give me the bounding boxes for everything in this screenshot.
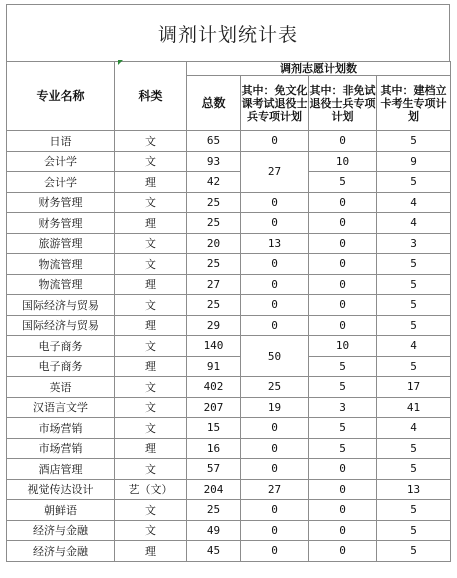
cell-total: 16 bbox=[187, 438, 241, 459]
cell-poverty: 5 bbox=[377, 131, 451, 152]
cell-nonexempt: 10 bbox=[309, 151, 377, 172]
cell-nonexempt: 5 bbox=[309, 438, 377, 459]
table-row bbox=[7, 151, 451, 172]
table-header bbox=[7, 62, 451, 131]
cell-exempt: 0 bbox=[241, 459, 309, 480]
cell-poverty: 5 bbox=[377, 500, 451, 521]
table-row bbox=[7, 315, 451, 336]
cell-major: 国际经济与贸易 bbox=[7, 315, 115, 336]
cell-category: 艺（文） bbox=[115, 479, 187, 500]
table-row bbox=[7, 520, 451, 541]
cell-exempt: 25 bbox=[241, 377, 309, 398]
table-row bbox=[7, 541, 451, 562]
cell-poverty: 5 bbox=[377, 438, 451, 459]
cell-nonexempt: 10 bbox=[309, 336, 377, 357]
cell-nonexempt: 0 bbox=[309, 192, 377, 213]
cell-major: 朝鲜语 bbox=[7, 500, 115, 521]
plan-table bbox=[6, 61, 451, 562]
table-row bbox=[7, 500, 451, 521]
cell-total: 25 bbox=[187, 192, 241, 213]
cell-total: 57 bbox=[187, 459, 241, 480]
cell-poverty: 4 bbox=[377, 418, 451, 439]
cell-exempt: 0 bbox=[241, 131, 309, 152]
cell-major: 旅游管理 bbox=[7, 233, 115, 254]
cell-poverty: 4 bbox=[377, 336, 451, 357]
cell-exempt: 27 bbox=[241, 479, 309, 500]
cell-poverty: 5 bbox=[377, 295, 451, 316]
cell-exempt-merged: 27 bbox=[241, 151, 309, 192]
table-row bbox=[7, 356, 451, 377]
header-plan-group: 调剂志愿计划数 bbox=[187, 62, 451, 76]
cell-major: 汉语言文学 bbox=[7, 397, 115, 418]
table-row bbox=[7, 459, 451, 480]
cell-category: 理 bbox=[115, 541, 187, 562]
cell-category: 理 bbox=[115, 274, 187, 295]
cell-category: 理 bbox=[115, 438, 187, 459]
cell-category: 文 bbox=[115, 336, 187, 357]
cell-total: 25 bbox=[187, 500, 241, 521]
cell-poverty: 41 bbox=[377, 397, 451, 418]
cell-nonexempt: 0 bbox=[309, 274, 377, 295]
cell-major: 经济与金融 bbox=[7, 541, 115, 562]
cell-total: 91 bbox=[187, 356, 241, 377]
cell-total: 65 bbox=[187, 131, 241, 152]
cell-major: 市场营销 bbox=[7, 418, 115, 439]
cell-category: 文 bbox=[115, 500, 187, 521]
cell-category: 文 bbox=[115, 377, 187, 398]
cell-category: 文 bbox=[115, 418, 187, 439]
header-poverty: 其中：建档立卡考生专项计划 bbox=[377, 76, 451, 131]
table-row bbox=[7, 192, 451, 213]
cell-major: 经济与金融 bbox=[7, 520, 115, 541]
cell-total: 15 bbox=[187, 418, 241, 439]
cell-total: 207 bbox=[187, 397, 241, 418]
cell-total: 204 bbox=[187, 479, 241, 500]
cell-total: 402 bbox=[187, 377, 241, 398]
cell-category: 文 bbox=[115, 254, 187, 275]
cell-major: 电子商务 bbox=[7, 356, 115, 377]
cell-poverty: 17 bbox=[377, 377, 451, 398]
cell-total: 27 bbox=[187, 274, 241, 295]
cell-poverty: 5 bbox=[377, 274, 451, 295]
cell-major: 物流管理 bbox=[7, 254, 115, 275]
cell-nonexempt: 0 bbox=[309, 295, 377, 316]
cell-poverty: 5 bbox=[377, 315, 451, 336]
cell-exempt: 0 bbox=[241, 418, 309, 439]
cell-poverty: 4 bbox=[377, 192, 451, 213]
cell-total: 25 bbox=[187, 254, 241, 275]
cell-major: 英语 bbox=[7, 377, 115, 398]
table-body bbox=[7, 131, 451, 562]
table-row bbox=[7, 131, 451, 152]
cell-category: 理 bbox=[115, 213, 187, 234]
cell-exempt-merged: 50 bbox=[241, 336, 309, 377]
cell-nonexempt: 3 bbox=[309, 397, 377, 418]
cell-category: 文 bbox=[115, 151, 187, 172]
cell-category: 理 bbox=[115, 315, 187, 336]
cell-nonexempt: 5 bbox=[309, 172, 377, 193]
cell-poverty: 5 bbox=[377, 172, 451, 193]
cell-major: 物流管理 bbox=[7, 274, 115, 295]
cell-poverty: 13 bbox=[377, 479, 451, 500]
cell-exempt: 0 bbox=[241, 213, 309, 234]
cell-major: 酒店管理 bbox=[7, 459, 115, 480]
cell-exempt: 0 bbox=[241, 500, 309, 521]
cell-total: 49 bbox=[187, 520, 241, 541]
cell-exempt: 0 bbox=[241, 520, 309, 541]
cell-nonexempt: 0 bbox=[309, 459, 377, 480]
cell-comment-marker bbox=[118, 60, 123, 65]
cell-nonexempt: 5 bbox=[309, 356, 377, 377]
cell-category: 文 bbox=[115, 397, 187, 418]
cell-nonexempt: 0 bbox=[309, 213, 377, 234]
table-row bbox=[7, 397, 451, 418]
cell-major: 会计学 bbox=[7, 172, 115, 193]
header-major: 专业名称 bbox=[7, 62, 115, 131]
cell-exempt: 0 bbox=[241, 438, 309, 459]
cell-poverty: 5 bbox=[377, 459, 451, 480]
cell-poverty: 5 bbox=[377, 541, 451, 562]
header-total: 总数 bbox=[187, 76, 241, 131]
cell-category: 文 bbox=[115, 295, 187, 316]
cell-major: 市场营销 bbox=[7, 438, 115, 459]
cell-category: 理 bbox=[115, 356, 187, 377]
cell-category: 文 bbox=[115, 459, 187, 480]
table-row bbox=[7, 274, 451, 295]
cell-major: 财务管理 bbox=[7, 192, 115, 213]
cell-exempt: 0 bbox=[241, 541, 309, 562]
table-row bbox=[7, 295, 451, 316]
cell-nonexempt: 0 bbox=[309, 254, 377, 275]
table-row bbox=[7, 336, 451, 357]
cell-poverty: 5 bbox=[377, 254, 451, 275]
table-row bbox=[7, 377, 451, 398]
cell-exempt: 0 bbox=[241, 295, 309, 316]
table-row bbox=[7, 438, 451, 459]
cell-category: 文 bbox=[115, 520, 187, 541]
cell-major: 视觉传达设计 bbox=[7, 479, 115, 500]
cell-poverty: 5 bbox=[377, 356, 451, 377]
cell-poverty: 5 bbox=[377, 520, 451, 541]
cell-poverty: 4 bbox=[377, 213, 451, 234]
table-row bbox=[7, 233, 451, 254]
cell-nonexempt: 0 bbox=[309, 131, 377, 152]
cell-nonexempt: 0 bbox=[309, 315, 377, 336]
cell-nonexempt: 0 bbox=[309, 541, 377, 562]
statistics-sheet bbox=[6, 4, 450, 562]
cell-total: 29 bbox=[187, 315, 241, 336]
cell-total: 25 bbox=[187, 213, 241, 234]
cell-total: 20 bbox=[187, 233, 241, 254]
cell-nonexempt: 5 bbox=[309, 418, 377, 439]
cell-major: 会计学 bbox=[7, 151, 115, 172]
cell-nonexempt: 0 bbox=[309, 500, 377, 521]
table-row bbox=[7, 254, 451, 275]
cell-total: 93 bbox=[187, 151, 241, 172]
cell-nonexempt: 0 bbox=[309, 479, 377, 500]
cell-major: 日语 bbox=[7, 131, 115, 152]
table-row bbox=[7, 213, 451, 234]
cell-poverty: 3 bbox=[377, 233, 451, 254]
sheet-title: 调剂计划统计表 bbox=[6, 4, 450, 61]
cell-total: 25 bbox=[187, 295, 241, 316]
table-row bbox=[7, 172, 451, 193]
cell-major: 财务管理 bbox=[7, 213, 115, 234]
cell-category: 理 bbox=[115, 172, 187, 193]
cell-total: 45 bbox=[187, 541, 241, 562]
header-category: 科类 bbox=[115, 62, 187, 131]
cell-exempt: 0 bbox=[241, 192, 309, 213]
cell-major: 电子商务 bbox=[7, 336, 115, 357]
cell-exempt: 0 bbox=[241, 315, 309, 336]
cell-nonexempt: 5 bbox=[309, 377, 377, 398]
table-row bbox=[7, 418, 451, 439]
header-exempt-soldier: 其中：免文化课考试退役士兵专项计划 bbox=[241, 76, 309, 131]
cell-exempt: 19 bbox=[241, 397, 309, 418]
cell-exempt: 13 bbox=[241, 233, 309, 254]
header-nonexempt-soldier: 其中：非免试退役士兵专项计划 bbox=[309, 76, 377, 131]
cell-exempt: 0 bbox=[241, 254, 309, 275]
cell-nonexempt: 0 bbox=[309, 233, 377, 254]
cell-category: 文 bbox=[115, 131, 187, 152]
cell-poverty: 9 bbox=[377, 151, 451, 172]
cell-total: 42 bbox=[187, 172, 241, 193]
cell-total: 140 bbox=[187, 336, 241, 357]
cell-nonexempt: 0 bbox=[309, 520, 377, 541]
cell-major: 国际经济与贸易 bbox=[7, 295, 115, 316]
table-row bbox=[7, 479, 451, 500]
cell-exempt: 0 bbox=[241, 274, 309, 295]
cell-category: 文 bbox=[115, 233, 187, 254]
cell-category: 文 bbox=[115, 192, 187, 213]
